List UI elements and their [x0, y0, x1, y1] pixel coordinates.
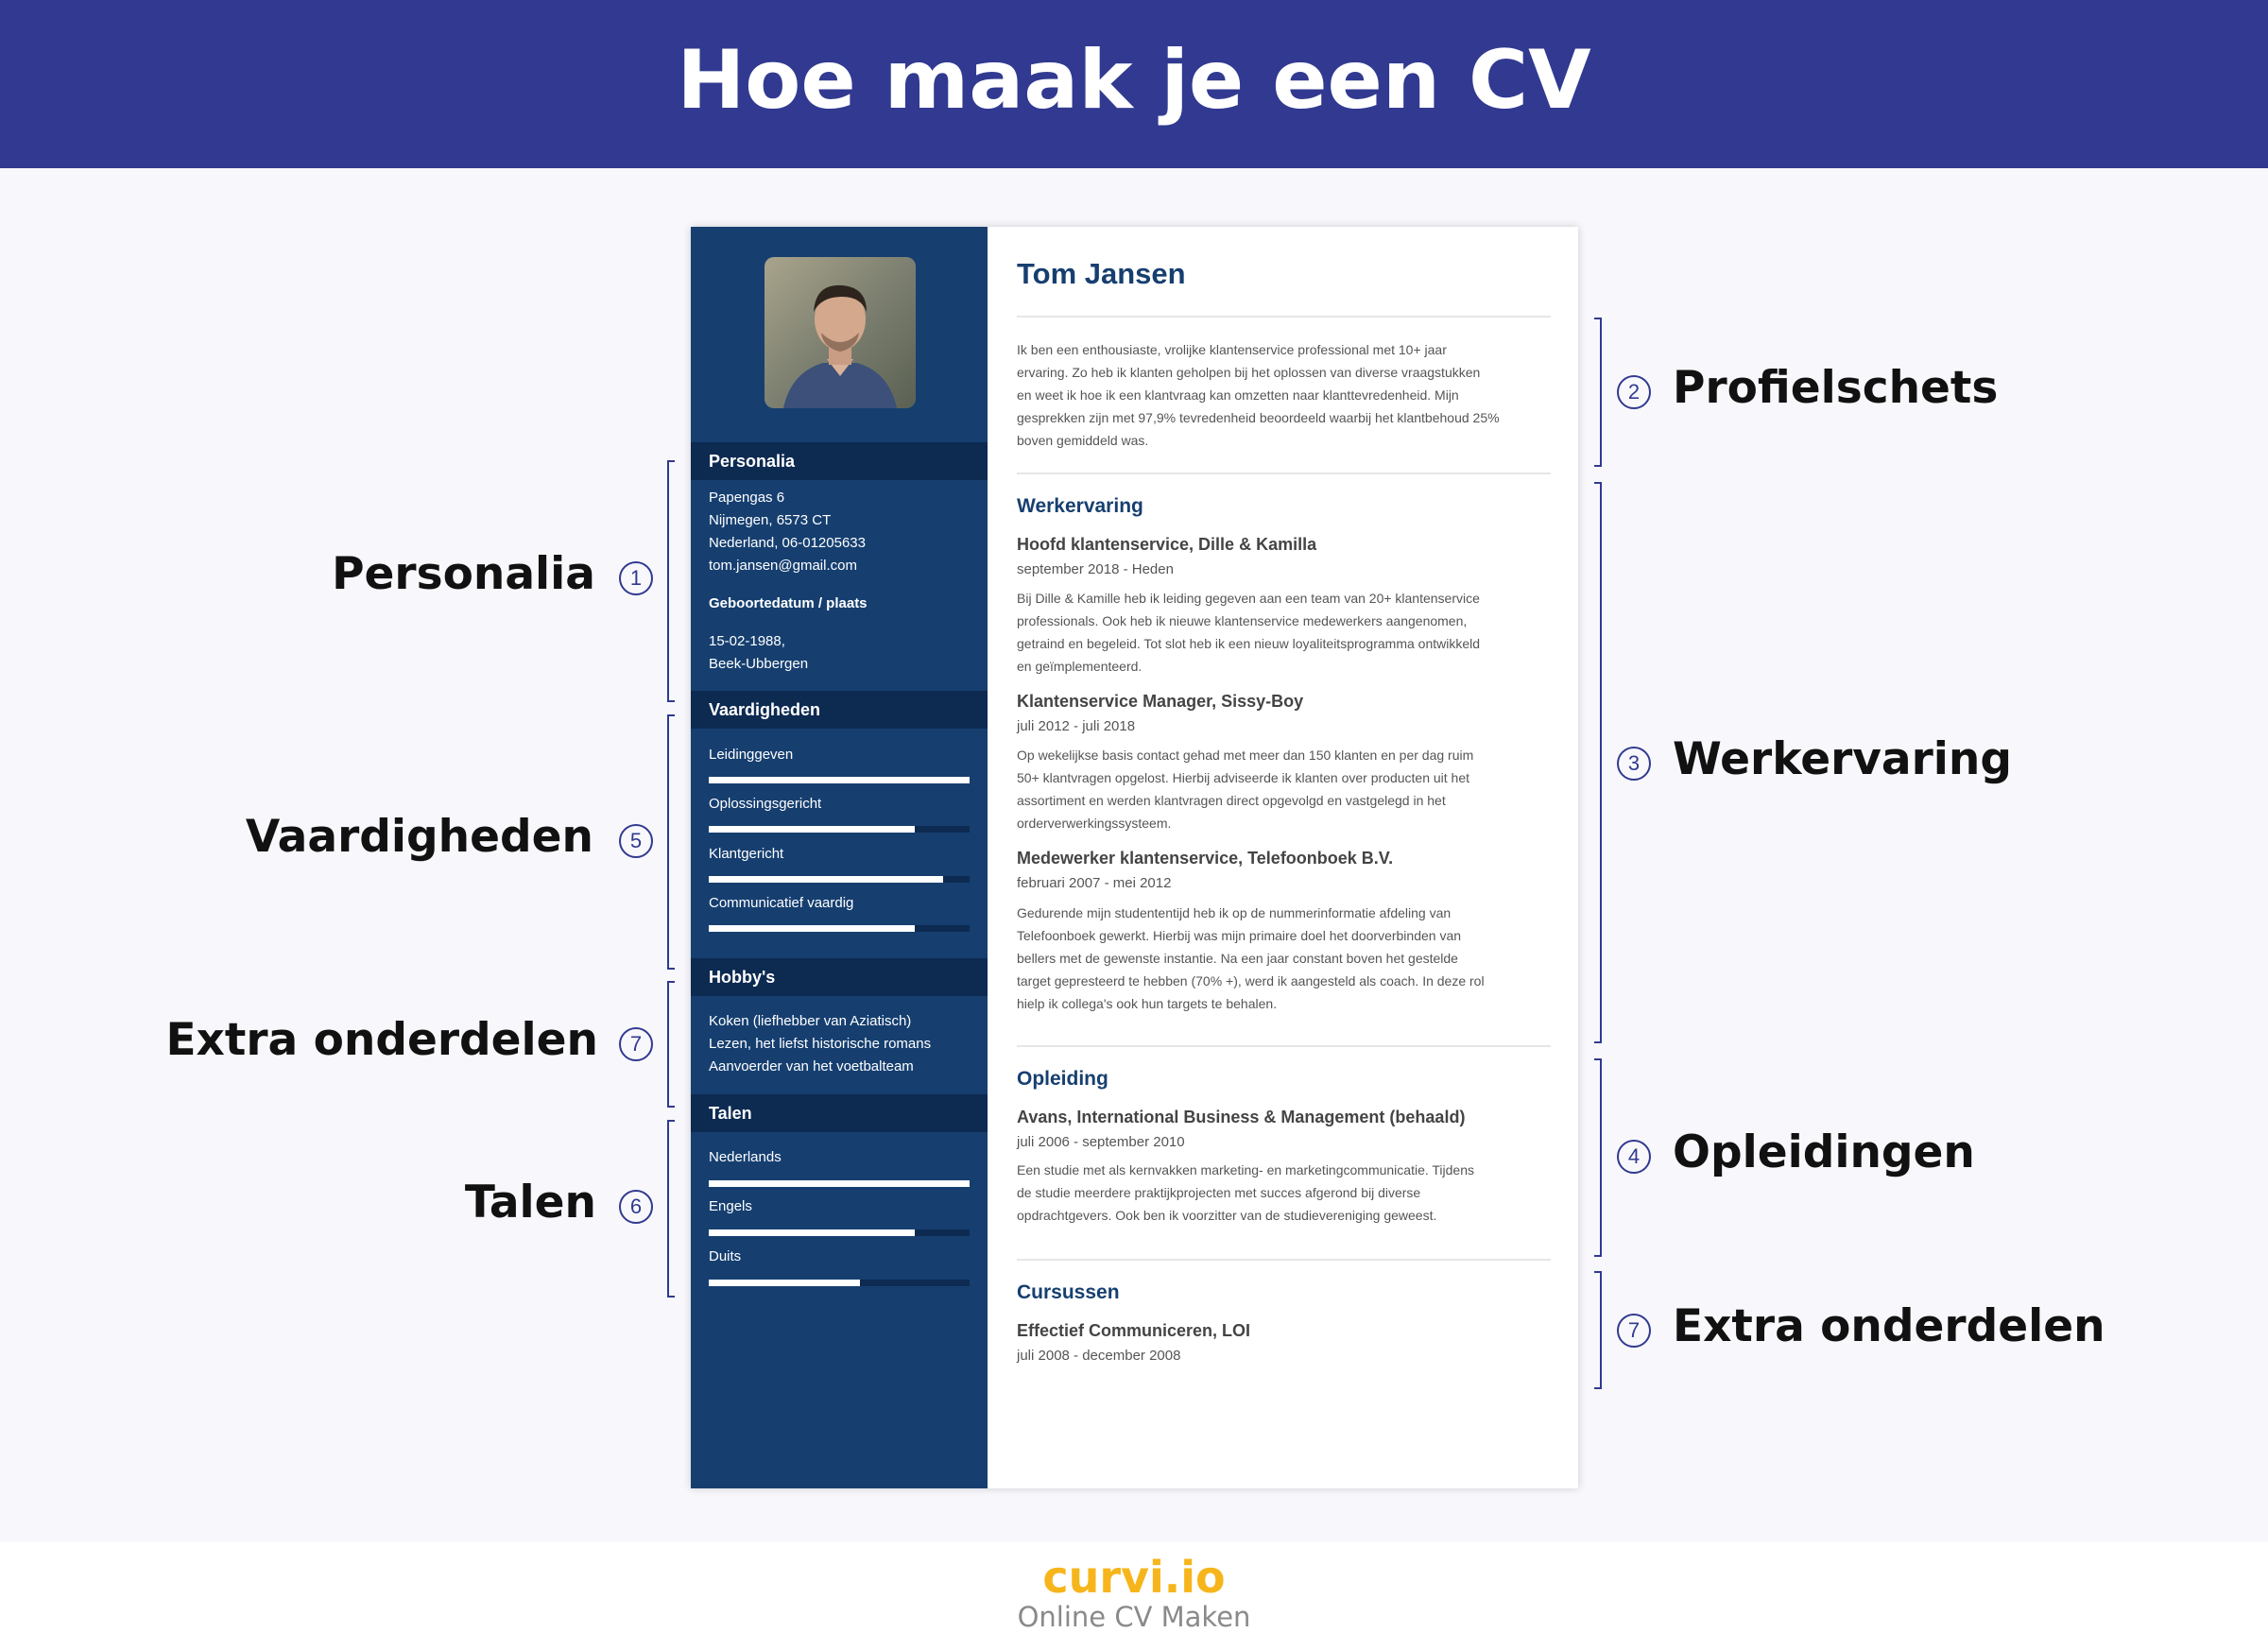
annotation-label-skills: Vaardigheden [245, 811, 593, 863]
annotation-label-extra-right: Extra onderdelen [1673, 1300, 2105, 1352]
annotation-number: 1 [619, 561, 653, 595]
hobby-item: Aanvoerder van het voetbalteam [709, 1058, 914, 1074]
divider [1017, 1045, 1551, 1047]
birth-label: Geboortedatum / plaats [709, 595, 868, 611]
skill-label: Leidinggeven [709, 747, 794, 763]
language-label: Engels [709, 1198, 752, 1214]
job-period: juli 2012 - juli 2018 [1017, 718, 1136, 734]
language-label: Nederlands [709, 1149, 782, 1165]
bracket-skills [667, 714, 675, 970]
section-heading-education: Opleiding [1017, 1068, 1108, 1090]
annotation-number: 6 [619, 1190, 653, 1224]
divider [1017, 1259, 1551, 1261]
cv-name: Tom Jansen [1017, 257, 1186, 290]
annotation-label-profile: Profielschets [1673, 362, 1999, 414]
section-heading-courses: Cursussen [1017, 1281, 1120, 1303]
sidebar-heading-skills: Vaardigheden [691, 691, 988, 729]
cv-main [1017, 227, 1560, 1488]
job-title: Klantenservice Manager, Sissy-Boy [1017, 692, 1304, 711]
bracket-experience [1594, 482, 1602, 1043]
course-period: juli 2008 - december 2008 [1017, 1348, 1181, 1364]
skill-bar [709, 826, 970, 833]
divider [1017, 316, 1551, 318]
skill-bar [709, 925, 970, 932]
cv-sidebar [691, 227, 988, 1488]
education-period: juli 2006 - september 2010 [1017, 1134, 1185, 1150]
annotation-number: 3 [1617, 747, 1651, 781]
bracket-extra-right [1594, 1271, 1602, 1389]
bracket-extra-left [667, 981, 675, 1108]
brand-tagline: Online CV Maken [1017, 1601, 1251, 1633]
job-description: Gedurende mijn studententijd heb ik op de nummerinformatie afdeling van Telefoonboek gewerkt. Hierbij was mijn primaire doel het doorverbinden van bellers met de gewenste instantie. Na een jaar constant boven het gestelde target gepresteerd te hebben (70% +), werd ik aangesteld als coach. In deze rol hielp ik collega's ook hun targets te behalen. [1017, 905, 1485, 1011]
page-title: Hoe maak je een CV [677, 33, 1591, 128]
cv-document [691, 227, 1578, 1488]
sidebar-heading-hobbies: Hobby's [691, 958, 988, 996]
language-bar [709, 1180, 970, 1187]
education-title: Avans, International Business & Management (behaald) [1017, 1108, 1466, 1126]
job-description: Bij Dille & Kamille heb ik leiding gegeven aan een team van 20+ klantenservice professionals. Ook heb ik nieuwe klantenservice medewerkers aangenomen, getraind en begeleid. Tot slot heb ik een nieuw loyaliteitsprogramma ontwikkeld en geïmplementeerd. [1017, 591, 1481, 674]
divider [1017, 473, 1551, 474]
bracket-profile [1594, 318, 1602, 467]
address-line: Papengas 6 [709, 490, 785, 506]
address-line: Nederland, 06-01205633 [709, 535, 866, 551]
annotation-label-experience: Werkervaring [1673, 733, 2013, 785]
birth-line: 15-02-1988, [709, 633, 785, 649]
job-description: Op wekelijkse basis contact gehad met meer dan 150 klanten en per dag ruim 50+ klantvragen opgelost. Hierbij adviseerde ik klanten over producten uit het assortiment en werden klantvragen direct opgevolgd en vastgelegd in het orderverwerkingssysteem. [1017, 748, 1474, 831]
email-text: tom.jansen@gmail.com [709, 558, 857, 574]
bracket-languages [667, 1120, 675, 1298]
skill-label: Oplossingsgericht [709, 796, 822, 812]
title-banner [0, 0, 2268, 168]
hobby-item: Lezen, het liefst historische romans [709, 1036, 932, 1052]
course-title: Effectief Communiceren, LOI [1017, 1321, 1251, 1340]
hobby-item: Koken (liefhebber van Aziatisch) [709, 1013, 912, 1029]
profile-text: Ik ben een enthousiaste, vrolijke klantenservice professional met 10+ jaar ervaring. Zo heb ik klanten geholpen bij het oplossen van diverse vraagstukken en weet ik hoe ik een klantvraag kan omzetten naar klanttevredenheid. Mijn gesprekken zijn met 97,9% tevredenheid beoordeeld waarbij het klantbehoud 25% boven gemiddeld was. [1017, 342, 1500, 448]
job-title: Hoofd klantenservice, Dille & Kamilla [1017, 535, 1317, 554]
brand-logo: curvi.io [1042, 1552, 1226, 1603]
job-period: september 2018 - Heden [1017, 561, 1174, 577]
annotation-label-personalia: Personalia [332, 548, 595, 600]
language-bar [709, 1280, 970, 1286]
birth-line: Beek-Ubbergen [709, 656, 809, 672]
language-label: Duits [709, 1248, 742, 1264]
address-line: Nijmegen, 6573 CT [709, 512, 832, 528]
education-description: Een studie met als kernvakken marketing- en marketingcommunicatie. Tijdens de studie meerdere praktijkprojecten met succes afgerond bij diverse opdrachtgevers. Ook ben ik voorzitter van de studievereniging geweest. [1017, 1162, 1474, 1223]
job-title: Medewerker klantenservice, Telefoonboek B.V. [1017, 849, 1394, 868]
sidebar-heading-personalia: Personalia [691, 442, 988, 480]
language-bar [709, 1229, 970, 1236]
annotation-number: 7 [1617, 1314, 1651, 1348]
annotation-label-education: Opleidingen [1673, 1126, 1975, 1178]
annotation-label-languages: Talen [464, 1177, 596, 1229]
skill-bar [709, 876, 970, 883]
annotation-number: 2 [1617, 375, 1651, 409]
annotation-label-extra-left: Extra onderdelen [165, 1014, 598, 1066]
annotation-number: 4 [1617, 1140, 1651, 1174]
bracket-personalia [667, 460, 675, 702]
annotation-number: 5 [619, 824, 653, 858]
job-period: februari 2007 - mei 2012 [1017, 875, 1172, 891]
skill-label: Communicatief vaardig [709, 895, 854, 911]
sidebar-heading-languages: Talen [691, 1094, 988, 1132]
section-heading-experience: Werkervaring [1017, 495, 1143, 517]
annotation-number: 7 [619, 1027, 653, 1061]
footer [0, 1542, 2268, 1633]
profile-photo [765, 257, 916, 408]
skill-bar [709, 777, 970, 783]
bracket-education [1594, 1058, 1602, 1257]
skill-label: Klantgericht [709, 846, 784, 862]
